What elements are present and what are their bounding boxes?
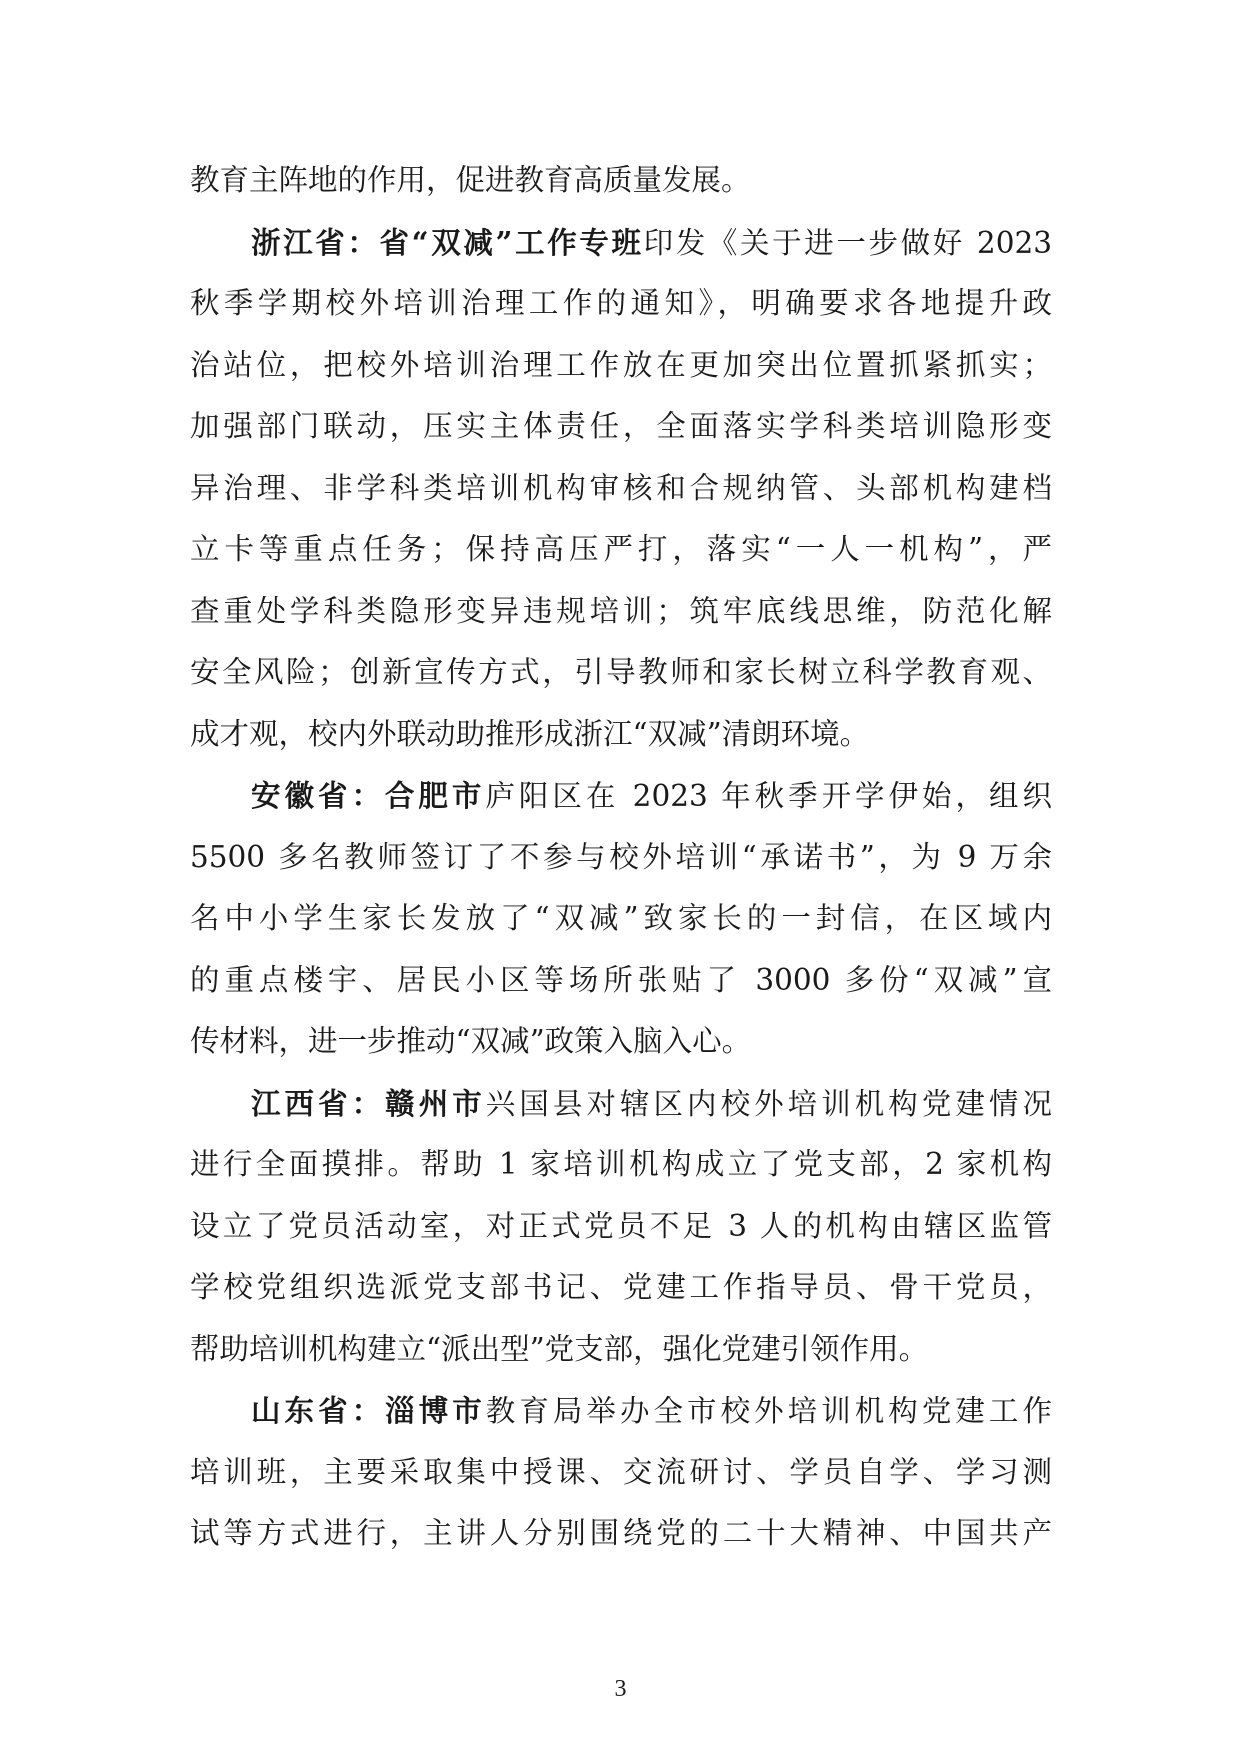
text-line: 的重点楼宇、居民小区等场所张贴了 3000 多份“双减”宣	[190, 962, 1052, 997]
text-line: 名中小学生家长发放了“双减”致家长的一封信，在区域内	[190, 901, 1052, 935]
paragraph-zhejiang-first-line	[190, 212, 1052, 274]
text-line: 设立了党员活动室，对正式党员不足 3 人的机构由辖区监管	[190, 1208, 1052, 1243]
text-line: 异治理、非学科类培训机构审核和合规纳管、头部机构建档	[190, 470, 1052, 505]
lead-heading-anhui: 安徽省：合肥市	[251, 778, 486, 813]
text-line: 查重处学科类隐形变异违规培训；筑牢底线思维，防范化解	[190, 593, 1052, 628]
lead-heading-shandong: 山东省：淄博市	[251, 1393, 486, 1428]
text-line: 进行全面摸排。帮助 1 家培训机构成立了党支部，2 家机构	[190, 1147, 1052, 1181]
text-line: 教育主阵地的作用，促进教育高质量发展。	[190, 163, 751, 197]
text-span: 兴国县对辖区内校外培训机构党建情况	[485, 1086, 1052, 1121]
page-number: 3	[614, 1676, 627, 1702]
paragraph-jiangxi-first-line	[190, 1073, 1052, 1135]
paragraph-shandong-first-line	[190, 1380, 1052, 1442]
text-line: 秋季学期校外培训治理工作的通知》，明确要求各地提升政	[190, 286, 1052, 320]
text-line: 学校党组织选派党支部书记、党建工作指导员、骨干党员，	[190, 1270, 1052, 1304]
text-line: 传材料，进一步推动“双减”政策入脑入心。	[190, 1024, 752, 1058]
lead-heading-jiangxi: 江西省：赣州市	[251, 1085, 486, 1121]
lead-heading-zhejiang: 浙江省：省“双减”工作专班	[251, 224, 644, 260]
text-line: 培训班，主要采取集中授课、交流研讨、学员自学、学习测	[190, 1454, 1052, 1489]
text-line: 帮助培训机构建立“派出型”党支部，强化党建引领作用。	[190, 1331, 929, 1366]
text-line: 立卡等重点任务；保持高压严打，落实“一人一机构”，严	[190, 532, 1052, 566]
text-span: 庐阳区在 2023 年秋季开学伊始，组织	[485, 779, 1052, 813]
text-span: 教育局举办全市校外培训机构党建工作	[485, 1394, 1052, 1428]
text-span: 印发《关于进一步做好 2023	[643, 225, 1053, 260]
text-line: 试等方式进行，主讲人分别围绕党的二十大精神、中国共产	[190, 1516, 1052, 1550]
text-line: 治站位，把校外培训治理工作放在更加突出位置抓紧抓实；	[190, 347, 1052, 382]
text-line: 加强部门联动，压实主体责任，全面落实学科类培训隐形变	[190, 409, 1052, 443]
body-text	[190, 150, 1052, 1565]
text-line: 成才观，校内外联动助推形成浙江“双减”清朗环境。	[190, 716, 870, 751]
text-line: 5500 多名教师签订了不参与校外培训“承诺书”，为 9 万余	[190, 839, 1052, 874]
paragraph-anhui-first-line	[190, 765, 1052, 827]
text-line: 安全风险；创新宣传方式，引导教师和家长树立科学教育观、	[190, 655, 1052, 689]
